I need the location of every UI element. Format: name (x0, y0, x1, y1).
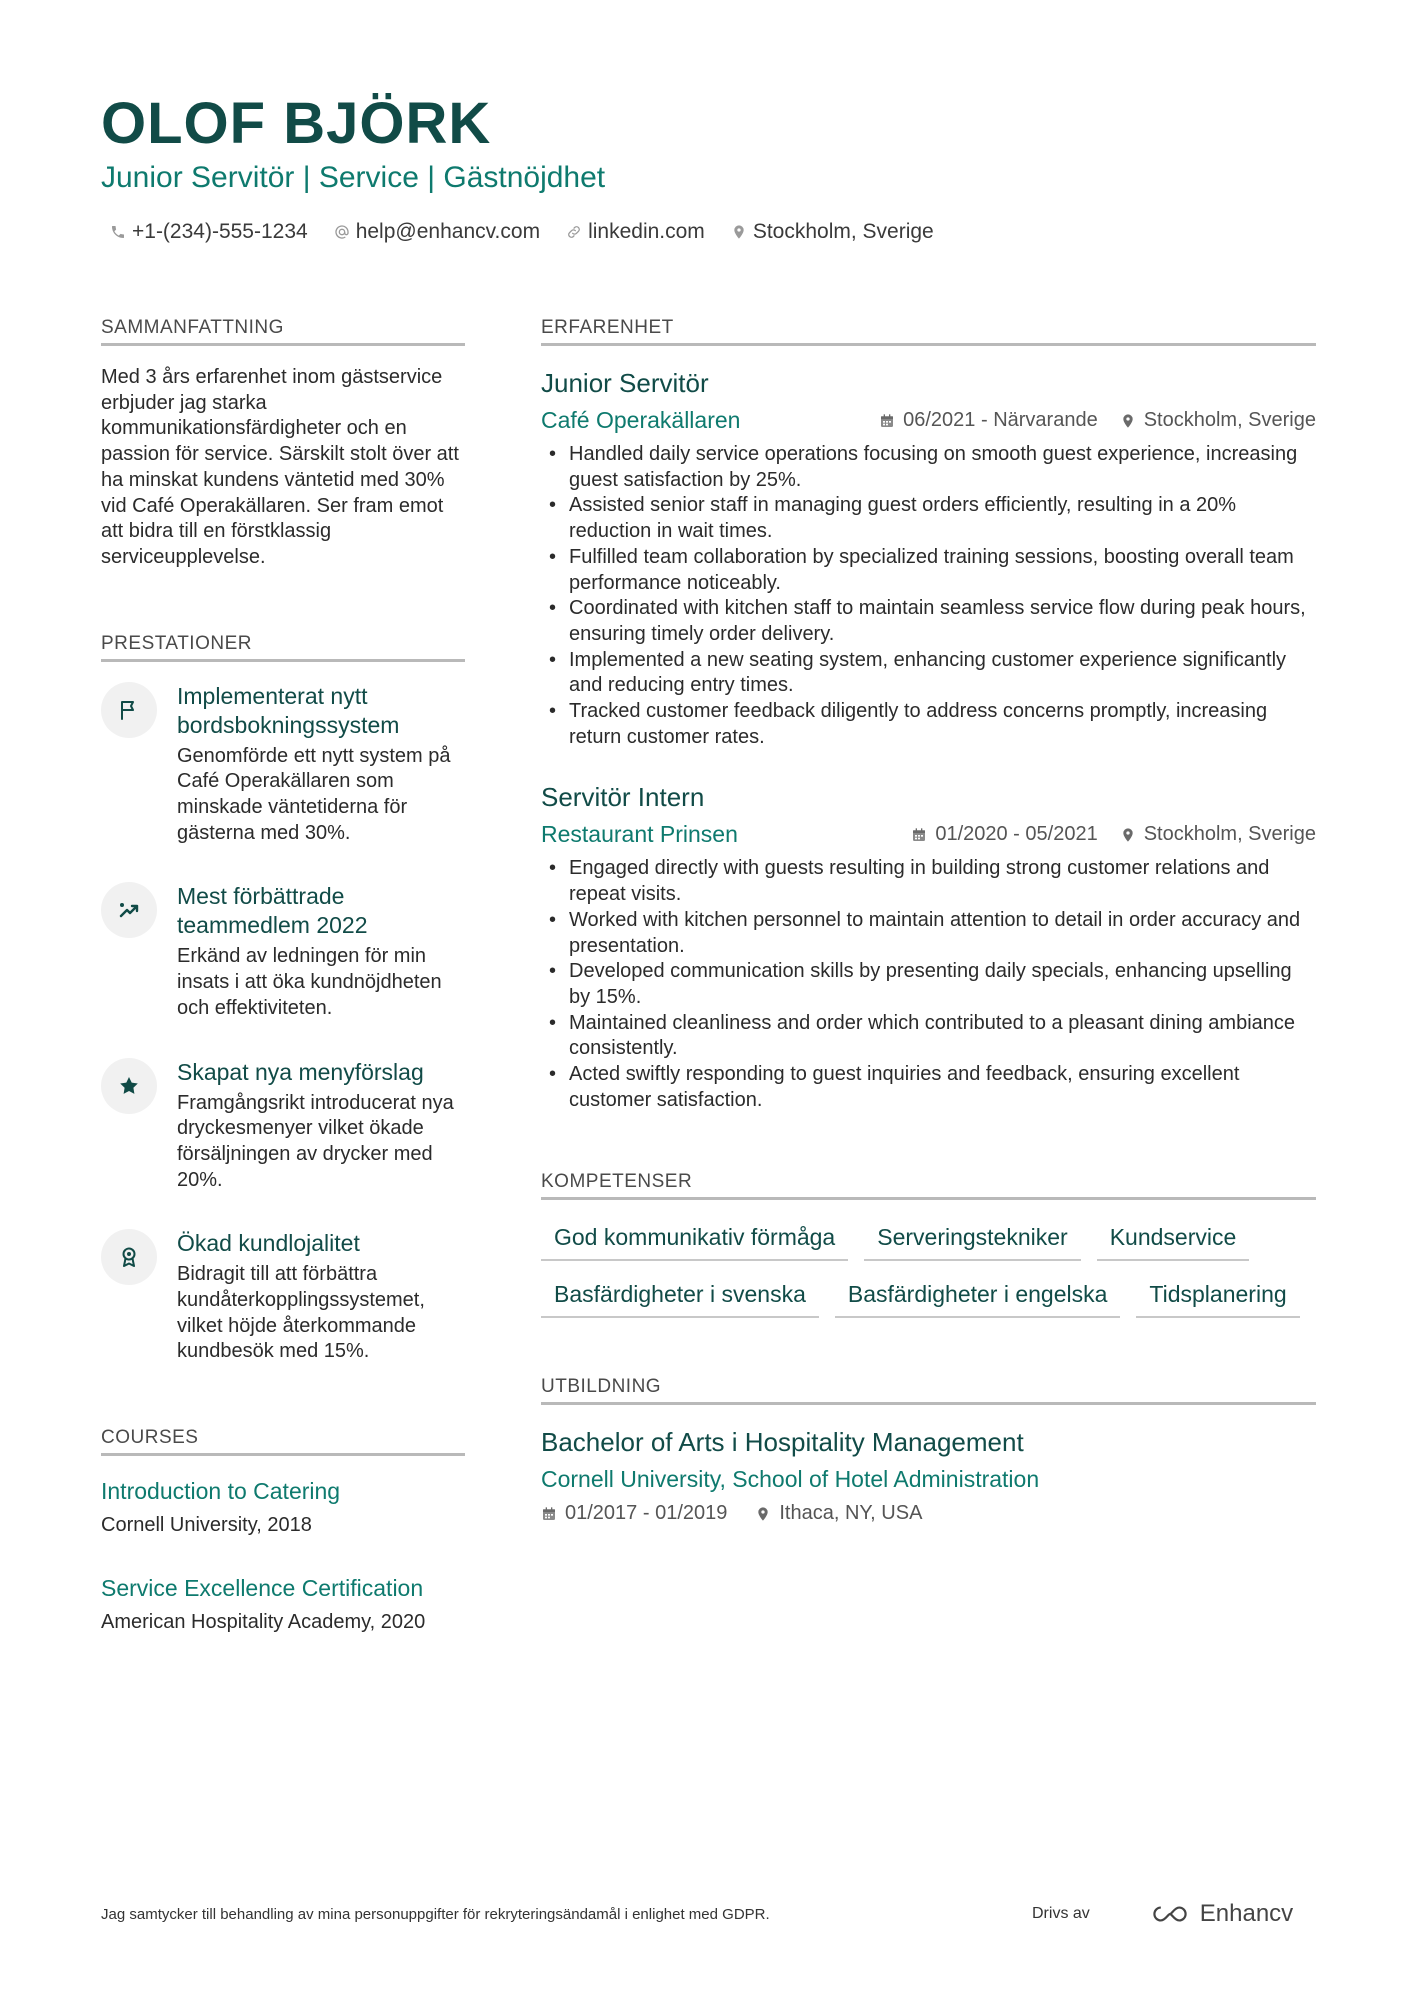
award-icon (101, 1229, 157, 1285)
bullet-item: • Developed communication skills by presenting daily specials, enhancing upselling by 15%. (541, 959, 1316, 1010)
job-title: Servitör Intern (541, 782, 705, 813)
achievement-title: Implementerat nytt bordsbokningssystem (177, 682, 400, 738)
bullet-item: • Handled daily service operations focusing on smooth guest experience, increasing guest satisfaction by 25%. (541, 442, 1316, 493)
course-title: Introduction to Catering (101, 1478, 341, 1505)
education-location: Ithaca, NY, USA (779, 1502, 923, 1525)
phone-text: +1-(234)-555-1234 (132, 220, 308, 243)
bullet-item: • Acted swiftly responding to guest inquiries and feedback, ensuring excellent customer satisfaction. (541, 1062, 1316, 1113)
achievement-desc: Genomförde ett nytt system på Café Operakällaren som minskade väntetiderna för gästerna med 30%. (177, 744, 451, 844)
brand-logo[interactable] (1148, 1900, 1293, 1928)
star-icon (101, 1058, 157, 1114)
summary-text: Med 3 års erfarenhet inom gästservice erbjuder jag starka kommunikationsfärdigheter och en passion för service. Särskilt stolt över att ha minskat kundens väntetid med 30% vid Café Operakällaren. Ser fram emot att bidra till en förstklassig serviceupplevelse. (101, 366, 459, 568)
company-name: Restaurant Prinsen (541, 821, 738, 848)
experience-heading: ERFARENHET (541, 317, 1316, 346)
job-dates: 06/2021 - Närvarande (903, 409, 1098, 431)
contact-website[interactable] (566, 220, 705, 244)
achievement-title: Ökad kundlojalitet (177, 1230, 360, 1257)
skill-tag: Serveringstekniker (864, 1220, 1080, 1261)
education-heading: UTBILDNING (541, 1376, 1316, 1405)
course-org: Cornell University, 2018 (101, 1514, 312, 1537)
achievement-item (101, 1229, 465, 1365)
skills-heading: KOMPETENSER (541, 1171, 1316, 1200)
job-location: Stockholm, Sverige (1143, 409, 1316, 431)
education-dates: 01/2017 - 01/2019 (565, 1502, 728, 1525)
contact-phone[interactable] (110, 220, 308, 244)
contact-bar (110, 220, 934, 244)
school-name: Cornell University, School of Hotel Administration (541, 1466, 1040, 1493)
degree-title: Bachelor of Arts i Hospitality Management (541, 1427, 1024, 1458)
job-bullets (541, 856, 1316, 1113)
achievements-section (101, 633, 465, 1366)
bullet-item: • Tracked customer feedback diligently to address concerns promptly, increasing return customer rates. (541, 699, 1316, 750)
location-pin-icon (731, 224, 747, 240)
achievement-item (101, 1058, 465, 1194)
course-item (101, 1478, 465, 1539)
website-text: linkedin.com (588, 220, 705, 243)
course-org: American Hospitality Academy, 2020 (101, 1610, 426, 1633)
company-name: Café Operakällaren (541, 407, 741, 433)
courses-section (101, 1427, 465, 1635)
brand-name: Enhancv (1199, 1900, 1294, 1927)
headline: Junior Servitör | Service | Gästnöjdhet (101, 161, 606, 194)
skills-list (541, 1220, 1316, 1318)
gdpr-consent: Jag samtycker till behandling av mina personuppgifter för rekryteringsändamål i enlighet med GDPR. (101, 1906, 770, 1923)
summary-section (101, 317, 465, 571)
skill-tag: Basfärdigheter i engelska (835, 1277, 1121, 1318)
course-item (101, 1575, 465, 1636)
achievement-title: Mest förbättrade teammedlem 2022 (177, 883, 368, 939)
contact-location (731, 220, 934, 244)
skills-section (541, 1171, 1316, 1318)
bullet-item: • Maintained cleanliness and order which contributed to a pleasant dining ambiance consistently. (541, 1011, 1316, 1062)
bullet-item: • Fulfilled team collaboration by specialized training sessions, boosting overall team performance noticeably. (541, 545, 1316, 596)
footer-branding (1032, 1900, 1293, 1928)
bullet-item: • Assisted senior staff in managing guest orders efficiently, resulting in a 20% reduction in wait times. (541, 493, 1316, 544)
flag-icon (101, 682, 157, 738)
courses-heading: COURSES (101, 1427, 465, 1456)
email-text: help@enhancv.com (355, 220, 541, 243)
skill-tag: Basfärdigheter i svenska (541, 1277, 819, 1318)
summary-heading: SAMMANFATTNING (101, 317, 465, 346)
powered-by-label: Drivs av (1032, 1905, 1090, 1922)
achievement-desc: Framgångsrikt introducerat nya dryckesmenyer vilket ökade försäljningen av drycker med 20%. (177, 1091, 454, 1191)
location-pin-icon (1120, 413, 1136, 429)
job-bullets (541, 442, 1316, 750)
candidate-name: OLOF BJÖRK (101, 91, 492, 156)
calendar-icon (911, 827, 927, 843)
experience-section (541, 317, 1316, 1113)
achievement-item (101, 882, 465, 1021)
calendar-icon (879, 413, 895, 429)
right-column (541, 317, 1316, 1525)
job-entry (541, 782, 1316, 1113)
left-column (101, 317, 465, 1636)
job-entry (541, 368, 1316, 750)
at-icon (334, 224, 350, 240)
achievement-desc: Bidragit till att förbättra kundåterkopplingssystemet, vilket höjde återkommande kundbesök med 15%. (177, 1263, 425, 1363)
skill-tag: God kommunikativ förmåga (541, 1220, 848, 1261)
job-title: Junior Servitör (541, 368, 709, 398)
course-title: Service Excellence Certification (101, 1574, 424, 1601)
location-pin-icon (755, 1506, 771, 1522)
skill-tag: Tidsplanering (1136, 1277, 1299, 1318)
location-pin-icon (1120, 827, 1136, 843)
bullet-item: • Worked with kitchen personnel to maintain attention to detail in order accuracy and presentation. (541, 908, 1316, 959)
education-section (541, 1376, 1316, 1525)
location-text: Stockholm, Sverige (752, 220, 934, 243)
job-dates: 01/2020 - 05/2021 (935, 823, 1098, 846)
handshake-icon (101, 882, 157, 938)
skill-tag: Kundservice (1097, 1220, 1250, 1261)
bullet-item: • Engaged directly with guests resulting in building strong customer relations and repeat visits. (541, 856, 1316, 907)
calendar-icon (541, 1506, 557, 1522)
contact-email[interactable] (334, 220, 540, 244)
achievement-item (101, 682, 465, 847)
bullet-item: • Coordinated with kitchen staff to maintain seamless service flow during peak hours, ensuring timely order delivery. (541, 596, 1316, 647)
achievement-desc: Erkänd av ledningen för min insats i att öka kundnöjdheten och effektiviteten. (177, 945, 442, 1019)
bullet-item: • Implemented a new seating system, enhancing customer experience significantly and reducing entry times. (541, 648, 1316, 699)
achievement-title: Skapat nya menyförslag (177, 1058, 424, 1085)
phone-icon (110, 224, 126, 240)
link-icon (566, 224, 582, 240)
job-location: Stockholm, Sverige (1143, 823, 1316, 846)
achievements-heading: PRESTATIONER (101, 633, 465, 662)
enhancv-logo-icon (1148, 1903, 1192, 1925)
